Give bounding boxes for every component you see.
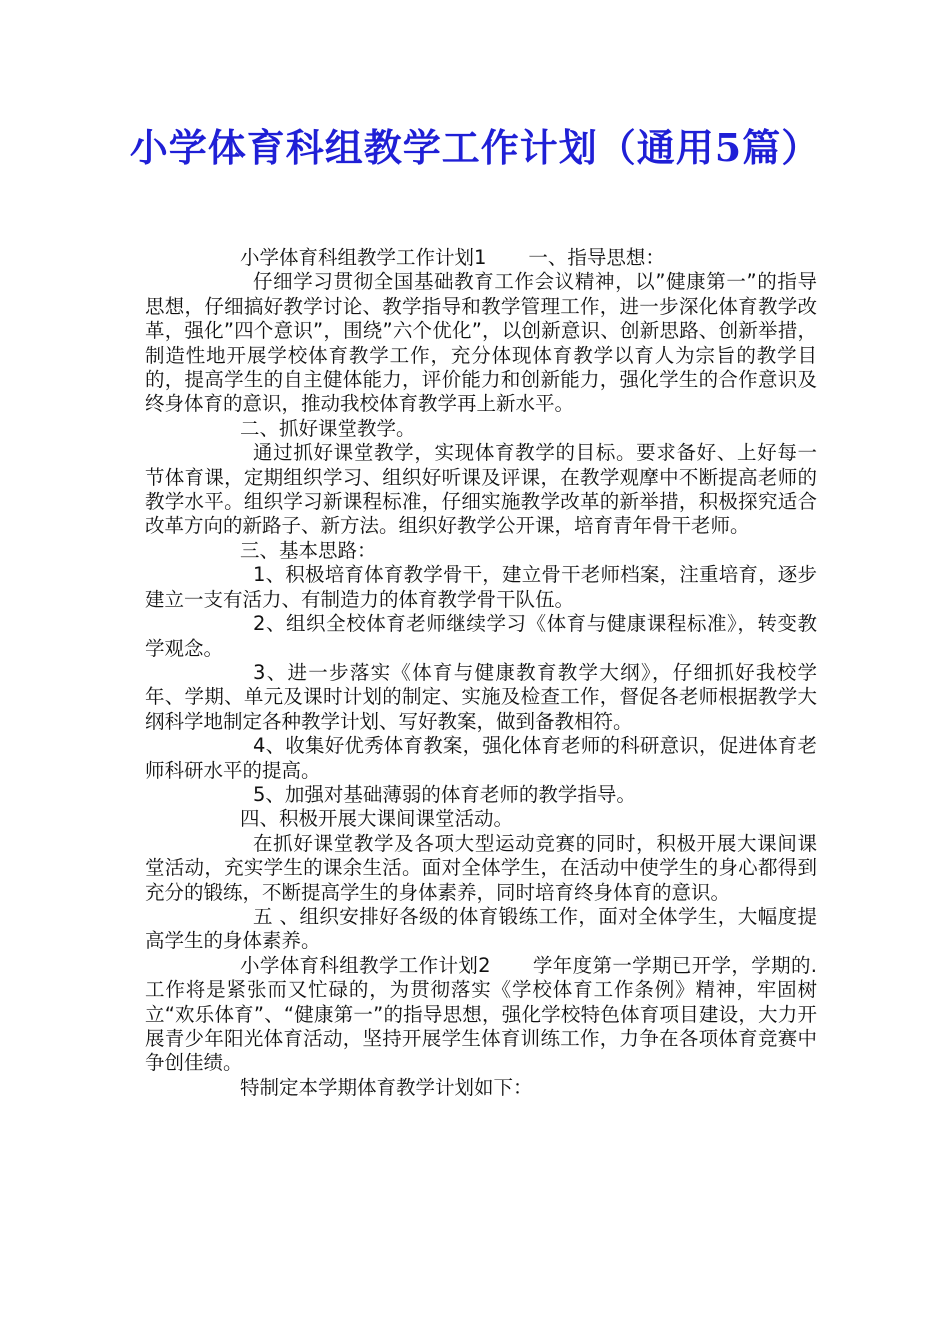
section4-title: 四、积极开展大课间课堂活动。 [240,807,514,831]
plan2-heading-line [145,954,817,1076]
plan2-heading: 小学体育科组教学工作计划2 [240,953,491,977]
plan2-closing: 特制定本学期体育教学计划如下： [240,1075,533,1099]
section5-body: 五 、组织安排好各级的体育锻练工作，面对全体学生，大幅度提高学生的身体素养。 [145,904,817,953]
plan1-heading-line [145,246,817,270]
section4-body: 在抓好课堂教学及各项大型运动竞赛的同时，积极开展大课间课堂活动，充实学生的课余生活。面对全体学生，在活动中使学生的身心都得到充分的锻练，不断提高学生的身体素养，同时培育终身体育的意识。 [145,831,817,904]
section3-title: 三、基本思路： [240,538,377,562]
plan1-heading: 小学体育科组教学工作计划1 [240,246,487,269]
section2-body: 通过抓好课堂教学，实现体育教学的目标。要求备好、上好每一节体育课，定期组织学习、组织好听课及评课，在教学观摩中不断提高老师的教学水平。组织学习新课程标准，仔细实施教学改革的新举措，积极探究适合改革方向的新路子、新方法。组织好教学公开课，培育青年骨干老师。 [145,441,817,538]
plan2-intro: 学年度第一学期已开学，学期的.工作将是紧张而又忙碌的，为贯彻落实《学校体育工作条例》精神，牢固树立“欢乐体育”、“健康第一”的指导思想，强化学校特色体育项目建设，大力开展青少年阳光体育活动，坚持开展学生体育训练工作，力争在各项体育竞赛中争创佳绩。 [145,953,817,1075]
list-item: 2、组织全校体育老师继续学习《体育与健康课程标准》，转变教学观念。 [145,612,817,660]
document-title: 小学体育科组教学工作计划（通用5篇） [129,125,821,170]
list-item: 3、进一步落实《体育与健康教育教学大纲》，仔细抓好我校学年、学期、单元及课时计划的制定、实施及检查工作，督促各老师根据教学大纲科学地制定各种教学计划、写好教案，做到备教相符。 [145,660,817,733]
section1-title: 一、指导思想： [528,246,665,269]
section1-body: 仔细学习贯彻全国基础教育工作会议精神，以”健康第一”的指导思想，仔细搞好教学讨论、教学指导和教学管理工作，进一步深化体育教学改革，强化”四个意识”，围绕”六个优化”，以创新意识、创新思路、创新举措，制造性地开展学校体育教学工作，充分体现体育教学以育人为宗旨的教学目的，提高学生的自主健体能力，评价能力和创新能力，强化学生的合作意识及终身体育的意识，推动我校体育教学再上新水平。 [145,270,817,416]
list-item: 1、积极培育体育教学骨干，建立骨干老师档案，注重培育，逐步建立一支有活力、有制造力的体育教学骨干队伍。 [145,563,817,611]
list-item: 5、加强对基础薄弱的体育老师的教学指导。 [253,782,636,806]
document-body [145,246,817,1100]
section2-title: 二、抓好课堂教学。 [240,416,416,440]
list-item: 4、收集好优秀体育教案，强化体育老师的科研意识，促进体育老师科研水平的提高。 [145,734,817,782]
